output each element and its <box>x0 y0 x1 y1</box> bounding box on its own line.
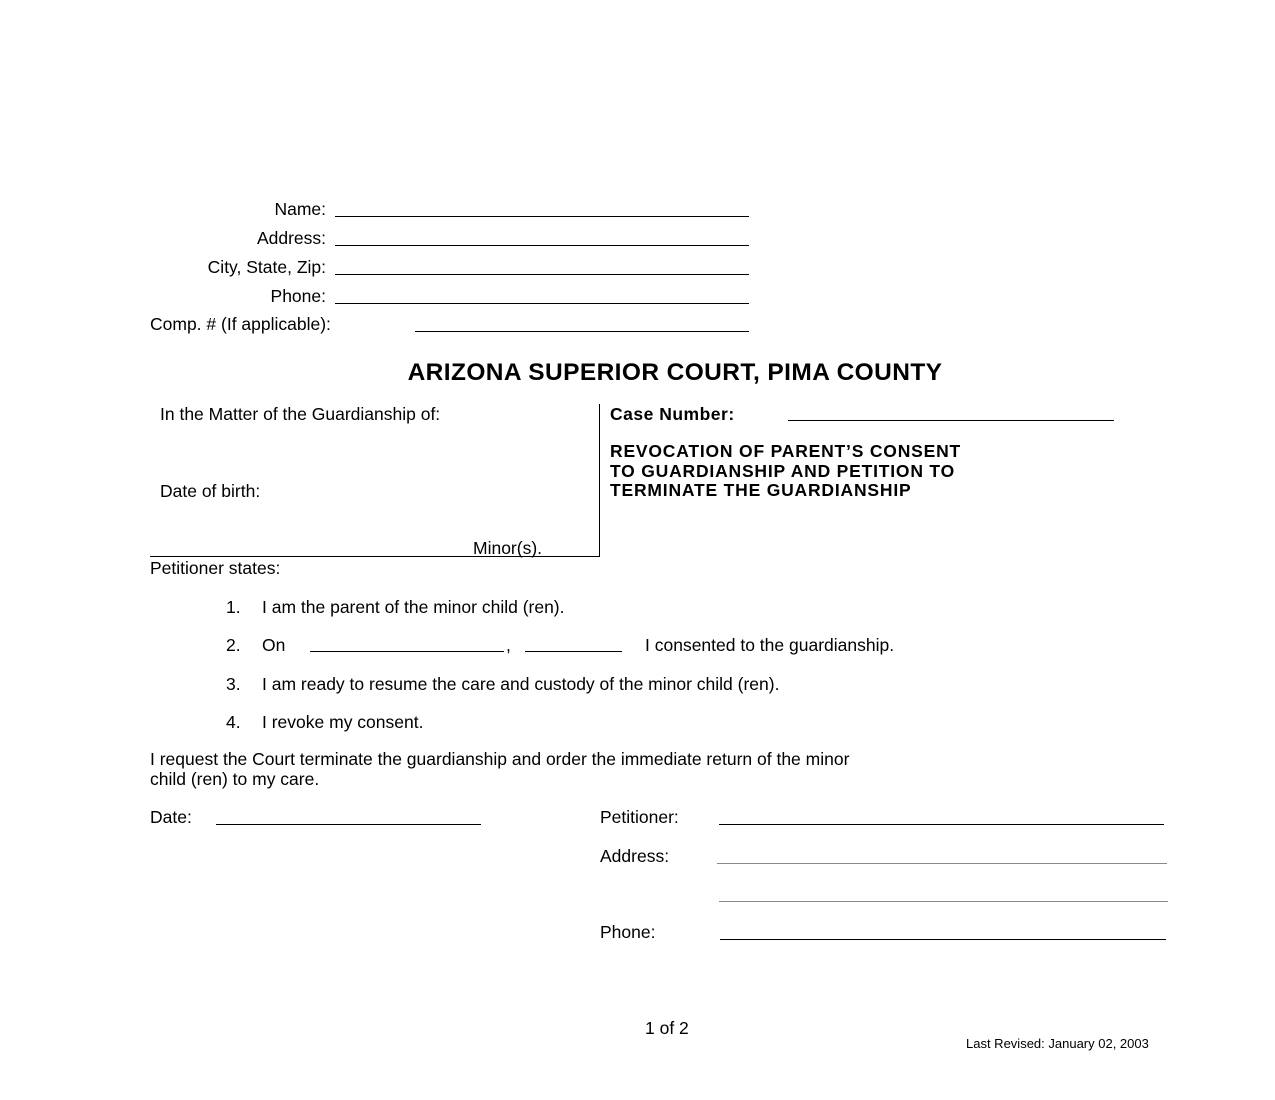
minors-label: Minor(s). <box>473 538 543 558</box>
document-title-line: TO GUARDIANSHIP AND PETITION TO <box>610 460 956 481</box>
document-title-line: TERMINATE THE GUARDIANSHIP <box>610 480 912 500</box>
phone-label: Phone: <box>270 286 326 306</box>
statement-text: I am ready to resume the care and custody of the minor child (ren). <box>262 674 780 694</box>
phone-field[interactable] <box>335 303 749 304</box>
petitioner-phone-field[interactable] <box>720 939 1166 940</box>
statement-number: 1. <box>226 597 241 617</box>
request-paragraph <box>150 750 849 789</box>
address-field[interactable] <box>335 245 749 246</box>
city-state-zip-field[interactable] <box>335 274 749 275</box>
petitioner-address-field[interactable] <box>717 863 1167 864</box>
statement-text: I am the parent of the minor child (ren). <box>262 597 565 617</box>
petitioner-phone-label: Phone: <box>600 922 656 942</box>
consent-year-field[interactable] <box>525 651 622 652</box>
petitioner-states-label: Petitioner states: <box>150 558 281 578</box>
petitioner-address-label: Address: <box>600 846 670 866</box>
date-field[interactable] <box>216 824 481 825</box>
petitioner-address-field-2[interactable] <box>719 901 1168 902</box>
consent-date-field[interactable] <box>310 651 504 652</box>
case-number-label: Case Number: <box>610 404 735 424</box>
matter-label: In the Matter of the Guardianship of: <box>160 404 441 424</box>
date-label: Date: <box>150 807 192 827</box>
case-number-field[interactable] <box>788 420 1114 421</box>
comp-number-label: Comp. # (If applicable): <box>150 314 331 334</box>
page-number: 1 of 2 <box>645 1018 689 1038</box>
statement-text: I consented to the guardianship. <box>645 635 895 655</box>
name-label: Name: <box>274 199 326 219</box>
statement-on-label: On <box>262 635 286 655</box>
caption-bottom-rule <box>150 556 599 557</box>
last-revised: Last Revised: January 02, 2003 <box>966 1036 1149 1051</box>
address-label: Address: <box>256 228 326 248</box>
statement-number: 4. <box>226 712 241 732</box>
statement-number: 2. <box>226 635 241 655</box>
statement-text: I revoke my consent. <box>262 712 424 732</box>
city-state-zip-label: City, State, Zip: <box>207 257 326 277</box>
statement-number: 3. <box>226 674 241 694</box>
name-field[interactable] <box>335 216 749 217</box>
document-title <box>610 442 961 501</box>
request-line: child (ren) to my care. <box>150 768 320 789</box>
date-of-birth-label: Date of birth: <box>160 481 261 501</box>
comp-number-field[interactable] <box>415 331 749 332</box>
request-line: I request the Court terminate the guardianship and order the immediate return of the minor <box>150 749 850 769</box>
petitioner-label: Petitioner: <box>600 807 679 827</box>
court-title: ARIZONA SUPERIOR COURT, PIMA COUNTY <box>407 359 943 386</box>
petitioner-signature-field[interactable] <box>719 824 1164 825</box>
caption-divider <box>599 404 600 557</box>
statement-comma: , <box>506 635 511 655</box>
document-title-line: REVOCATION OF PARENT’S CONSENT <box>610 441 962 461</box>
